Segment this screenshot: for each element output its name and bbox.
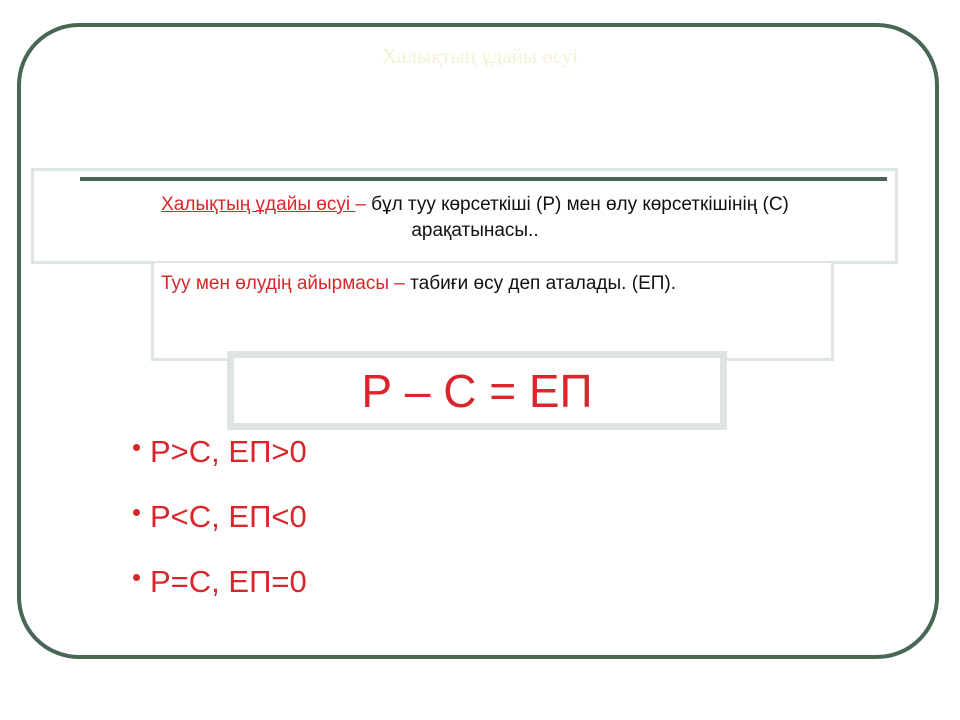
case-text: Р<С, ЕП<0	[150, 499, 307, 534]
case-text: Р=С, ЕП=0	[150, 564, 307, 599]
bullet-icon	[133, 574, 140, 581]
formula: Р – С = ЕП	[361, 364, 593, 417]
slide-title: Халықтың ұдайы өсуі	[381, 44, 579, 68]
formula-box	[227, 351, 727, 430]
definition-text	[60, 192, 890, 244]
case-item	[133, 562, 307, 602]
definition-line-2: арақатынасы..	[411, 220, 539, 241]
definition-line-1: бұл туу көрсеткіші (Р) мен өлу көрсеткішінің (С)	[365, 194, 789, 215]
definition-term: Халықтың ұдайы өсуі	[161, 194, 356, 215]
bullet-icon	[133, 509, 140, 516]
case-text: Р>С, ЕП>0	[150, 434, 307, 469]
definition-rule	[80, 177, 887, 181]
definition-dash: –	[355, 194, 366, 215]
natural-growth-definition: табиғи өсу деп аталады. (ЕП).	[404, 273, 676, 294]
natural-growth-term: Туу мен өлудің айырмасы –	[161, 273, 405, 294]
natural-growth-text	[161, 272, 831, 296]
case-item	[133, 497, 307, 537]
bullet-icon	[133, 444, 140, 451]
case-item	[133, 432, 307, 472]
